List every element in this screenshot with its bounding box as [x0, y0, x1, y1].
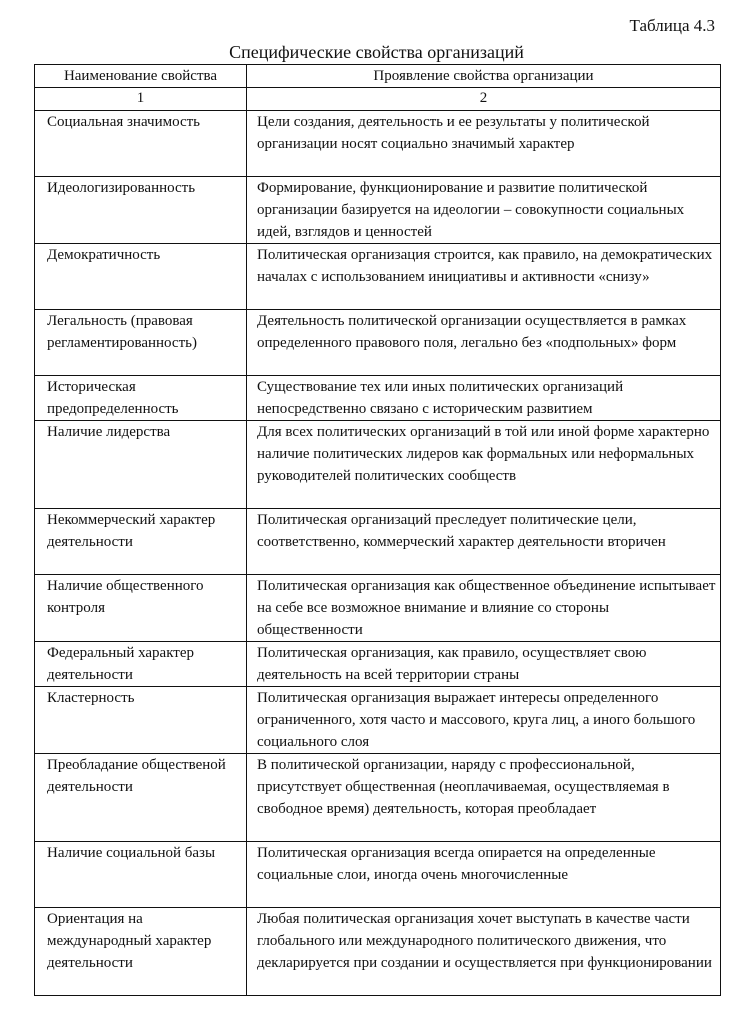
- manifestation-cell: Политическая организация всегда опирается на определенные социальные слои, иногда очень многочисленные: [247, 842, 721, 908]
- property-cell: Кластерность: [35, 687, 247, 754]
- manifestation-cell: Политическая организация выражает интересы определенного ограниченного, хотя часто и массового, круга лиц, а иного большого социального слоя: [247, 687, 721, 754]
- column-number-row: [35, 88, 721, 111]
- column-number-2: 2: [247, 88, 721, 111]
- table-row: [35, 111, 721, 177]
- column-header-manifestation: Проявление свойства организации: [247, 65, 721, 88]
- property-cell: Наличие лидерства: [35, 421, 247, 509]
- table-row: [35, 575, 721, 642]
- manifestation-cell: Политическая организация, как правило, осуществляет свою деятельность на всей территории страны: [247, 642, 721, 687]
- table-row: [35, 509, 721, 575]
- properties-table: [34, 64, 721, 996]
- property-cell: Федеральный характер деятельности: [35, 642, 247, 687]
- manifestation-cell: Политическая организация как общественное объединение испытывает на себе все возможное внимание и влияние со стороны общественности: [247, 575, 721, 642]
- manifestation-cell: Деятельность политической организации осуществляется в рамках определенного правового поля, легально без «подпольных» форм: [247, 310, 721, 376]
- property-cell: Наличие общественного контроля: [35, 575, 247, 642]
- property-cell: Социальная значимость: [35, 111, 247, 177]
- manifestation-cell: Формирование, функционирование и развитие политической организации базируется на идеологии – совокупности социальных идей, взглядов и ценностей: [247, 177, 721, 244]
- table-row: [35, 908, 721, 996]
- manifestation-cell: Для всех политических организаций в той или иной форме характерно наличие политических лидеров как формальных или неформальных руководителей политических сообществ: [247, 421, 721, 509]
- property-cell: Историческая предопределенность: [35, 376, 247, 421]
- property-cell: Наличие социальной базы: [35, 842, 247, 908]
- manifestation-cell: Политическая организаций преследует политические цели, соответственно, коммерческий характер деятельности вторичен: [247, 509, 721, 575]
- header-row: [35, 65, 721, 88]
- property-cell: Легальность (правовая регламентированность): [35, 310, 247, 376]
- table-row: [35, 244, 721, 310]
- column-header-property: Наименование свойства: [35, 65, 247, 88]
- table-row: [35, 177, 721, 244]
- table-row: [35, 754, 721, 842]
- property-cell: Ориентация на международный характер деятельности: [35, 908, 247, 996]
- manifestation-cell: В политической организации, наряду с профессиональной, присутствует общественная (неоплачиваемая, осуществляемая в свободное время) деятельность, которая преобладает: [247, 754, 721, 842]
- table-title: Специфические свойства организаций: [229, 42, 524, 62]
- table-number-label: Таблица 4.3: [629, 16, 715, 35]
- manifestation-cell: Политическая организация строится, как правило, на демократических началах с использованием инициативы и активности «снизу»: [247, 244, 721, 310]
- table-row: [35, 842, 721, 908]
- table-row: [35, 642, 721, 687]
- manifestation-cell: Цели создания, деятельность и ее результаты у политической организации носят социально значимый характер: [247, 111, 721, 177]
- property-cell: Демократичность: [35, 244, 247, 310]
- table-row: [35, 310, 721, 376]
- manifestation-cell: Любая политическая организация хочет выступать в качестве части глобального или международного политического движения, что декларируется при создании и осуществляется при функционировании: [247, 908, 721, 996]
- table-row: [35, 376, 721, 421]
- property-cell: Некоммерческий характер деятельности: [35, 509, 247, 575]
- manifestation-cell: Существование тех или иных политических организаций непосредственно связано с историческим развитием: [247, 376, 721, 421]
- property-cell: Идеологизированность: [35, 177, 247, 244]
- column-number-1: 1: [35, 88, 247, 111]
- table-row: [35, 687, 721, 754]
- table-row: [35, 421, 721, 509]
- property-cell: Преобладание общественой деятельности: [35, 754, 247, 842]
